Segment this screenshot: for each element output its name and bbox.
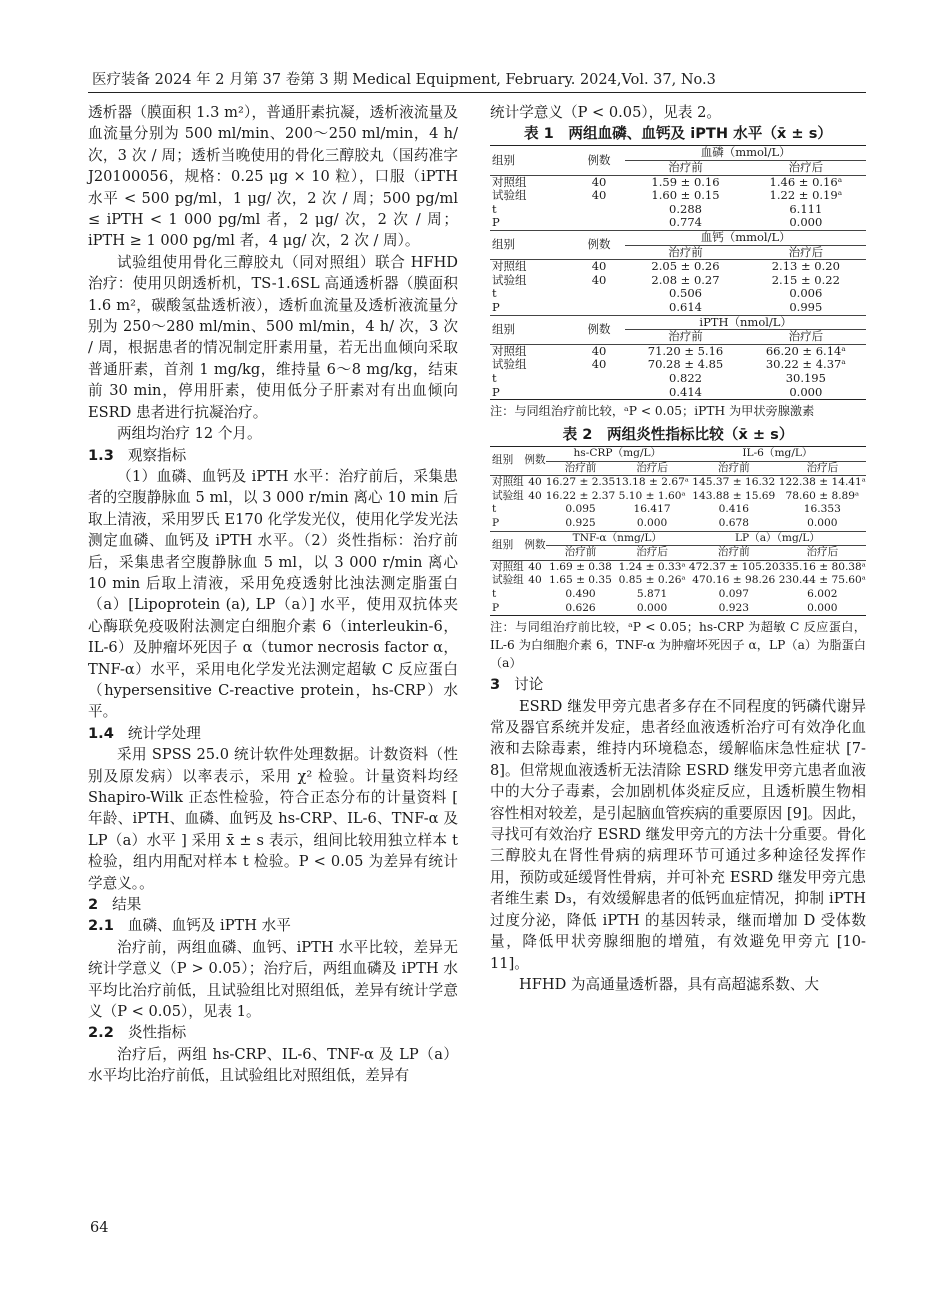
table-cell: 70.28 ± 4.85 <box>647 357 724 372</box>
block-title-b: LP（a）（mg/L） <box>689 531 866 546</box>
table-cell: P <box>492 299 500 314</box>
table-cell: t <box>492 201 497 216</box>
table-cell <box>573 287 626 301</box>
table-row <box>490 588 866 602</box>
header-row-top <box>490 146 866 161</box>
table-cell: 0.000 <box>807 517 838 530</box>
para-discussion: ESRD 继发甲旁亢患者多存在不同程度的钙磷代谢异常及器官系统并发症，患者经血液透析治疗可有效净化血液和去除毒素，维持内环境稳态，缓解临床急性症状 [7-8]。但常规血液透析无法清除 ESRD 继发甲旁亢患者血液中的大分子毒素，会加剧机体炎症反应，且透析膜生物相容性相对较差，是引起脑血管疾病的重要原因 [9]。因此，寻找可有效治疗 ESRD 继发甲旁亢的方法十分重要。骨化三醇胶丸在肾性骨病的病理环节可通过多种途径发挥作用，预防或延缓肾性骨病，并可补充 ESRD 继发甲旁亢患者维生素 D₃，有效缓解患者的低钙血症情况，抑制 iPTH 过度分泌，降低 iPTH 的基因转录，继而增加 D 受体数量，降低甲状旁腺细胞的增殖，有效避免甲旁亢 [10-11]。 <box>490 697 866 972</box>
table-2 <box>490 446 866 616</box>
table-cell: 143.88 ± 15.69 <box>692 489 776 502</box>
table-cell: 40 <box>528 574 542 587</box>
header-count: 例数 <box>524 531 546 560</box>
header-row-top <box>490 531 866 546</box>
table-cell: 0.097 <box>718 588 749 601</box>
section-2-heading <box>88 894 458 915</box>
table-cell: t <box>492 286 497 301</box>
header-group: 组别 <box>490 447 524 476</box>
section-number: 2 <box>88 896 99 914</box>
header-group: 组别 <box>490 531 524 560</box>
table-cell: 0.000 <box>746 386 866 400</box>
table-cell: 1.65 ± 0.35 <box>549 574 612 587</box>
header-after: 治疗后 <box>636 546 668 559</box>
table-cell: 对照组 <box>492 560 524 573</box>
table-cell: 0.490 <box>565 588 596 601</box>
table-cell: 1.59 ± 0.16 <box>625 175 745 189</box>
page-number: 64 <box>90 1220 109 1236</box>
block-title-a: hs-CRP（mg/L） <box>546 447 689 462</box>
header-count: 例数 <box>524 447 546 476</box>
table-cell: 66.20 ± 6.14ᵃ <box>746 344 866 358</box>
table-row <box>490 490 866 504</box>
table-cell: 335.16 ± 80.38ᵃ <box>778 560 866 573</box>
table-cell: t <box>492 370 497 385</box>
header-group: 组别 <box>490 146 573 175</box>
para-test-group: 试验组使用骨化三醇胶丸（同对照组）联合 HFHD 治疗：使用贝朗透析机，TS-1.6SL 高通透析器（膜面积 1.6 m²，碳酸氢盐透析液），透析血流量及透析液流量分别为 250～280 ml/min、500 ml/min，4 h/ 次，3 次 / 周，根据患者的情况制定肝素用量，若无出血倾向采取普通肝素，首剂 1 mg/kg，维持量 6～8 mg/kg，结束前 30 min，停用肝素，使用低分子肝素对有出血倾向 ESRD 患者进行抗凝治疗。 <box>88 253 458 421</box>
table-row <box>490 274 866 288</box>
table-cell: 2.08 ± 0.27 <box>651 272 720 287</box>
header-after: 治疗后 <box>788 244 824 259</box>
table-cell: 40 <box>591 272 607 287</box>
table-cell: 40 <box>528 489 542 502</box>
table-cell <box>573 372 626 386</box>
para-results-1: 治疗前，两组血磷、血钙、iPTH 水平比较，差异无统计学意义（P > 0.05）；治疗后，两组血磷及 iPTH 水平均比治疗前低，且试验组比对照组低，差异有统计学意义（P < 0.05），见表 1。 <box>88 938 458 1021</box>
table-cell <box>573 301 626 315</box>
table-cell: 0.288 <box>669 201 702 216</box>
table-cell: 40 <box>573 260 626 274</box>
table-cell: 试验组 <box>492 357 527 372</box>
table-cell: 0.414 <box>625 386 745 400</box>
para-duration: 两组均治疗 12 个月。 <box>117 425 262 443</box>
table-cell: P <box>490 386 573 400</box>
section-number: 2.2 <box>88 1024 114 1042</box>
section-number: 1.3 <box>88 446 114 464</box>
table-row <box>490 344 866 358</box>
table-cell: 0.000 <box>636 517 668 530</box>
section-1-3-heading <box>88 445 458 466</box>
header-before: 治疗前 <box>717 461 750 474</box>
table-cell: 0.626 <box>546 602 616 616</box>
header-after: 治疗后 <box>788 160 824 174</box>
table-cell: 40 <box>591 188 607 203</box>
table-cell: 试验组 <box>492 574 524 587</box>
table-cell <box>524 588 546 602</box>
table-row <box>490 216 866 230</box>
right-column <box>490 102 866 995</box>
table-cell <box>524 602 546 616</box>
header-before: 治疗前 <box>668 160 703 174</box>
header-before: 治疗前 <box>668 244 703 259</box>
table-cell <box>573 386 626 400</box>
header-before: 治疗前 <box>564 461 597 474</box>
table-row <box>490 301 866 315</box>
section-title: 讨论 <box>514 676 544 694</box>
table-cell: 1.60 ± 0.15 <box>651 188 720 203</box>
running-header: 医疗装备 2024 年 2 月第 37 卷第 3 期 Medical Equipment, February. 2024,Vol. 37, No.3 <box>92 72 716 88</box>
header-rule <box>88 92 866 93</box>
table-1-note: 注：与同组治疗前比较，ᵃP < 0.05；iPTH 为甲状旁腺激素 <box>490 404 815 419</box>
table-2-note: 注：与同组治疗前比较，ᵃP < 0.05；hs-CRP 为超敏 C 反应蛋白，IL-6 为白细胞介素 6，TNF-α 为肿瘤坏死因子 α，LP（a）为脂蛋白（a） <box>490 620 866 671</box>
table-cell: 0.095 <box>565 503 596 516</box>
table-cell: 2.15 ± 0.22 <box>771 272 840 287</box>
section-number: 3 <box>490 676 501 694</box>
table-cell: 78.60 ± 8.89ᵃ <box>785 489 860 502</box>
table-row <box>490 287 866 301</box>
table-cell: 16.22 ± 2.37 <box>545 489 616 502</box>
table-cell: 0.614 <box>669 299 702 314</box>
table-cell <box>573 203 626 217</box>
table-row <box>490 260 866 274</box>
table-cell: 试验组 <box>492 272 527 287</box>
table-row <box>490 560 866 574</box>
header-before: 治疗前 <box>564 546 597 559</box>
header-row-top <box>490 230 866 245</box>
table-cell: 0.506 <box>669 286 702 301</box>
table-cell: 试验组 <box>492 188 527 203</box>
table-cell: 0.995 <box>789 299 823 314</box>
section-3-heading <box>490 674 866 695</box>
para-results-2-cont: 统计学意义（P < 0.05），见表 2。 <box>490 104 721 121</box>
table-cell: 1.69 ± 0.38 <box>546 560 616 574</box>
table-cell: P <box>492 517 500 530</box>
table-cell: 5.871 <box>636 588 668 601</box>
section-number: 2.1 <box>88 917 114 935</box>
header-after: 治疗后 <box>636 461 668 474</box>
section-1-4-heading <box>88 723 458 744</box>
header-count: 例数 <box>573 230 626 259</box>
table-cell: 1.46 ± 0.16ᵃ <box>746 175 866 189</box>
section-title: 观察指标 <box>127 446 187 464</box>
table-1-caption: 表 1 两组血磷、血钙及 iPTH 水平（x̄ ± s） <box>523 125 833 143</box>
table-cell: 71.20 ± 5.16 <box>625 344 745 358</box>
table-row <box>490 372 866 386</box>
table-cell: 40 <box>524 560 546 574</box>
table-cell: 0.000 <box>789 215 823 230</box>
table-row <box>490 517 866 531</box>
table-cell: 16.353 <box>803 503 841 516</box>
table-row <box>490 189 866 203</box>
header-row-sub <box>490 461 866 476</box>
header-after: 治疗后 <box>806 546 839 559</box>
table-cell <box>524 517 546 531</box>
header-row-top <box>490 315 866 330</box>
header-after: 治疗后 <box>788 329 824 344</box>
table-cell: t <box>492 588 497 601</box>
table-cell: 5.10 ± 1.60ᵃ <box>618 489 686 502</box>
left-column <box>88 102 458 1087</box>
table-cell: 0.006 <box>789 286 823 301</box>
table-cell: 0.416 <box>718 503 749 516</box>
header-after: 治疗后 <box>806 461 839 474</box>
table-cell: 230.44 ± 75.60ᵃ <box>778 574 866 587</box>
block-title-a: TNF-α（nmg/L） <box>546 531 689 546</box>
table-cell: 40 <box>573 175 626 189</box>
para-hfhd: HFHD 为高通量透析器，具有高超滤系数、大 <box>519 975 820 993</box>
table-cell: 6.002 <box>807 588 838 601</box>
table-cell: 0.000 <box>779 602 866 616</box>
section-title: 血磷、血钙及 iPTH 水平 <box>127 917 291 935</box>
table-row <box>490 175 866 189</box>
table-cell: 40 <box>524 476 546 490</box>
table-cell: 472.37 ± 105.20 <box>688 560 779 573</box>
header-before: 治疗前 <box>717 546 750 559</box>
section-2-1-heading <box>88 915 458 936</box>
header-group: 组别 <box>490 230 573 259</box>
section-number: 1.4 <box>88 724 114 742</box>
table-1 <box>490 145 866 400</box>
table-row <box>490 574 866 588</box>
table-cell: 1.22 ± 0.19ᵃ <box>769 188 843 203</box>
table-cell: 16.417 <box>633 503 671 516</box>
table-cell: 对照组 <box>490 260 573 274</box>
table-cell: P <box>492 215 500 230</box>
section-title: 统计学处理 <box>127 724 201 742</box>
table-row <box>490 386 866 400</box>
para-results-2: 治疗后，两组 hs-CRP、IL-6、TNF-α 及 LP（a）水平均比治疗前低，且试验组比对照组低，差异有 <box>88 1045 458 1085</box>
table-cell: 30.195 <box>785 370 826 385</box>
block-title-b: IL-6（mg/L） <box>689 447 866 462</box>
table-cell <box>573 216 626 230</box>
table-cell: 1.24 ± 0.33ᵃ <box>615 560 689 574</box>
para-indicators: （1）血磷、血钙及 iPTH 水平：治疗前后，采集患者的空腹静脉血 5 ml，以 3 000 r/min 离心 10 min 后取上清液，采用罗氏 E170 化学发光仪，使用化学发光法测定血磷、血钙及 iPTH 水平。（2）炎性指标：治疗前后，采集患者空腹静脉血 5 ml，以 3 000 r/min 离心 10 min 后取上清液，采用免疫透射比浊法测定脂蛋白（a）[Lipoprotein (a), LP（a）] 水平，使用双抗体夹心酶联免疫吸附法测定白细胞介素 6（interleukin-6，IL-6）及肿瘤坏死因子 α（tumor necrosis factor α，TNF-α）水平，采用电化学发光法测定超敏 C 反应蛋白（hypersensitive C-reactive protein，hs-CRP）水平。 <box>88 467 458 721</box>
table-cell: 0.85 ± 0.26ᵃ <box>618 574 686 587</box>
table-cell: 13.18 ± 2.67ᵃ <box>615 476 689 489</box>
table-row <box>490 358 866 372</box>
section-2-2-heading <box>88 1022 458 1043</box>
header-row-sub <box>490 546 866 561</box>
table-cell: 40 <box>591 357 607 372</box>
table-cell: 2.13 ± 0.20 <box>746 260 866 274</box>
table-cell: 试验组 <box>492 489 524 502</box>
table-cell: t <box>492 503 497 516</box>
header-count: 例数 <box>573 146 626 175</box>
block-title: 血磷（mmol/L） <box>625 146 866 161</box>
table-cell: 40 <box>573 344 626 358</box>
table-cell: 470.16 ± 98.26 <box>692 574 776 587</box>
table-cell: 0.925 <box>565 517 596 530</box>
header-row-top <box>490 447 866 462</box>
table-cell: 16.27 ± 2.35 <box>545 476 616 489</box>
para-statistics: 采用 SPSS 25.0 统计软件处理数据。计数资料（性别及原发病）以率表示，采用 χ² 检验。计量资料均经 Shapiro-Wilk 正态性检验，符合正态分布的计量资料 [ 年龄、iPTH、血磷、血钙及 hs-CRP、IL-6、TNF-α 及 LP（a）水平 ] 采用 x̄ ± s 表示，组间比较用独立样本 t 检验，组内用配对样本 t 检验。P < 0.05 为差异有统计学意义。。 <box>88 746 458 892</box>
table-cell: 0.774 <box>669 215 702 230</box>
table-cell: 对照组 <box>492 476 524 489</box>
table-row <box>490 503 866 517</box>
block-title: iPTH（nmol/L） <box>625 315 866 330</box>
section-title: 炎性指标 <box>127 1024 187 1042</box>
table-cell: 0.923 <box>689 602 779 616</box>
header-group: 组别 <box>490 315 573 344</box>
table-row <box>490 203 866 217</box>
table-cell: 2.05 ± 0.26 <box>625 260 745 274</box>
table-cell: 0.822 <box>669 370 702 385</box>
section-title: 结果 <box>112 896 142 914</box>
header-before: 治疗前 <box>668 329 703 344</box>
table-cell: 对照组 <box>490 175 573 189</box>
table-cell: 122.38 ± 14.41ᵃ <box>778 476 866 489</box>
block-title: 血钙（mmol/L） <box>625 230 866 245</box>
table-row <box>490 476 866 490</box>
table-cell: P <box>490 602 524 616</box>
table-cell: 6.111 <box>789 201 823 216</box>
header-count: 例数 <box>573 315 626 344</box>
para-dialyzer-cont: 透析器（膜面积 1.3 m²），普通肝素抗凝，透析液流量及血流量分别为 500 ml/min、200～250 ml/min，4 h/ 次，3 次 / 周；透析当晚使用的骨化三醇胶丸（国药准字 J20100056，规格：0.25 μg × 10 粒），口服（iPTH 水平 < 500 pg/ml，1 μg/ 次，2 次 / 周；500 pg/ml ≤ iPTH < 1 000 pg/ml 者，2 μg/ 次，2 次 / 周；iPTH ≥ 1 000 pg/ml 者，4 μg/ 次，2 次 / 周）。 <box>88 104 458 250</box>
table-cell: 145.37 ± 16.32 <box>689 476 779 490</box>
table-cell: 对照组 <box>490 344 573 358</box>
table-cell: 0.000 <box>615 602 689 616</box>
table-cell: 0.678 <box>718 517 749 530</box>
table-row <box>490 602 866 616</box>
table-2-caption: 表 2 两组炎性指标比较（x̄ ± s） <box>562 426 794 444</box>
table-cell: 30.22 ± 4.37ᵃ <box>765 357 846 372</box>
table-cell <box>524 503 546 517</box>
